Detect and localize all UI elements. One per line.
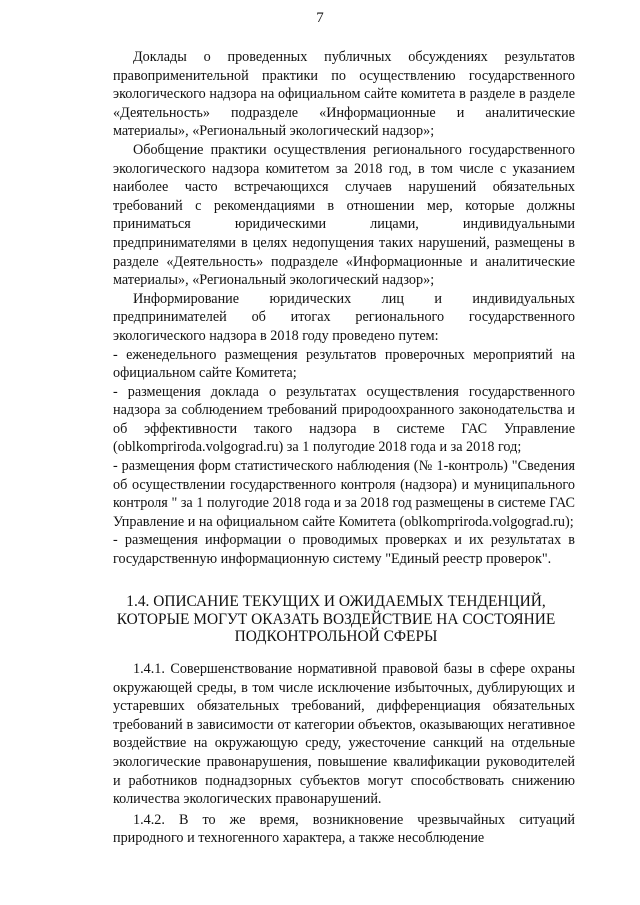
paragraph-informing: Информирование юридических лиц и индивидуальных предпринимателей об итогах регионального государственного экологического надзора в 2018 году проведено путем:	[113, 290, 575, 344]
paragraph-practice-summary: Обобщение практики осуществления регионального государственного экологического надзора комитетом за 2018 год, в том числе с указанием наиболее часто встречающихся случаев нарушений обязательных требований с рекомендациями в отношении мер, которые должны приниматься юридическими лицами, индивидуальными предпринимателями в целях недопущения таких нарушений, размещены в разделе «Деятельность» подразделе «Информационные и аналитические материалы», «Региональный экологический надзор»;	[113, 141, 575, 289]
paragraph-1-4-2: 1.4.2. В то же время, возникновение чрезвычайных ситуаций природного и техногенного характера, а также несоблюдение	[113, 811, 575, 847]
section-heading: 1.4. ОПИСАНИЕ ТЕКУЩИХ И ОЖИДАЕМЫХ ТЕНДЕНЦИЙ, КОТОРЫЕ МОГУТ ОКАЗАТЬ ВОЗДЕЙСТВИЕ НА СОСТОЯНИЕ ПОДКОНТРОЛЬНОЙ СФЕРЫ	[116, 593, 556, 646]
page-number: 7	[316, 10, 324, 26]
list-item-statistics: - размещения форм статистического наблюдения (№ 1-контроль) "Сведения об осуществлении государственного контроля (надзора) и муниципального контроля " за 1 полугодие 2018 года и за 2018 год размещены в системе ГАС Управление и на официальном сайте Комитета (oblkompriroda.volgograd.ru);	[113, 458, 575, 530]
section-body	[113, 660, 575, 848]
paragraph-reports: Доклады о проведенных публичных обсуждениях результатов правоприменительной практики по осуществлению государственного экологического надзора на официальном сайте комитета в разделе в разделе «Деятельность» подразделе «Информационные и аналитические материалы», «Региональный экологический надзор»;	[113, 49, 575, 140]
list-item-registry: - размещения информации о проводимых проверках и их результатах в государственную информационную систему "Единый реестр проверок".	[113, 532, 575, 568]
document-body	[113, 48, 575, 569]
list-item-report: - размещения доклада о результатах осуществления государственного надзора за соблюдением требований природоохранного законодательства и об эффективности такого надзора в системе ГАС Управление (oblkompriroda.volgograd.ru) за 1 полугодие 2018 года и за 2018 год;	[113, 383, 575, 456]
paragraph-1-4-1: 1.4.1. Совершенствование нормативной правовой базы в сфере охраны окружающей среды, в том числе исключение избыточных, дублирующих и устаревших обязательных требований, дифференциация обязательных требований в зависимости от категории объектов, оказывающих негативное воздействие на окружающую среду, ужесточение санкций на отдельные экологические правонарушения, повышение квалификации руководителей и работников поднадзорных субъектов могут способствовать снижению количества экологических правонарушений.	[113, 661, 575, 808]
list-item-weekly: - еженедельного размещения результатов проверочных мероприятий на официальном сайте Комитета;	[113, 346, 575, 382]
